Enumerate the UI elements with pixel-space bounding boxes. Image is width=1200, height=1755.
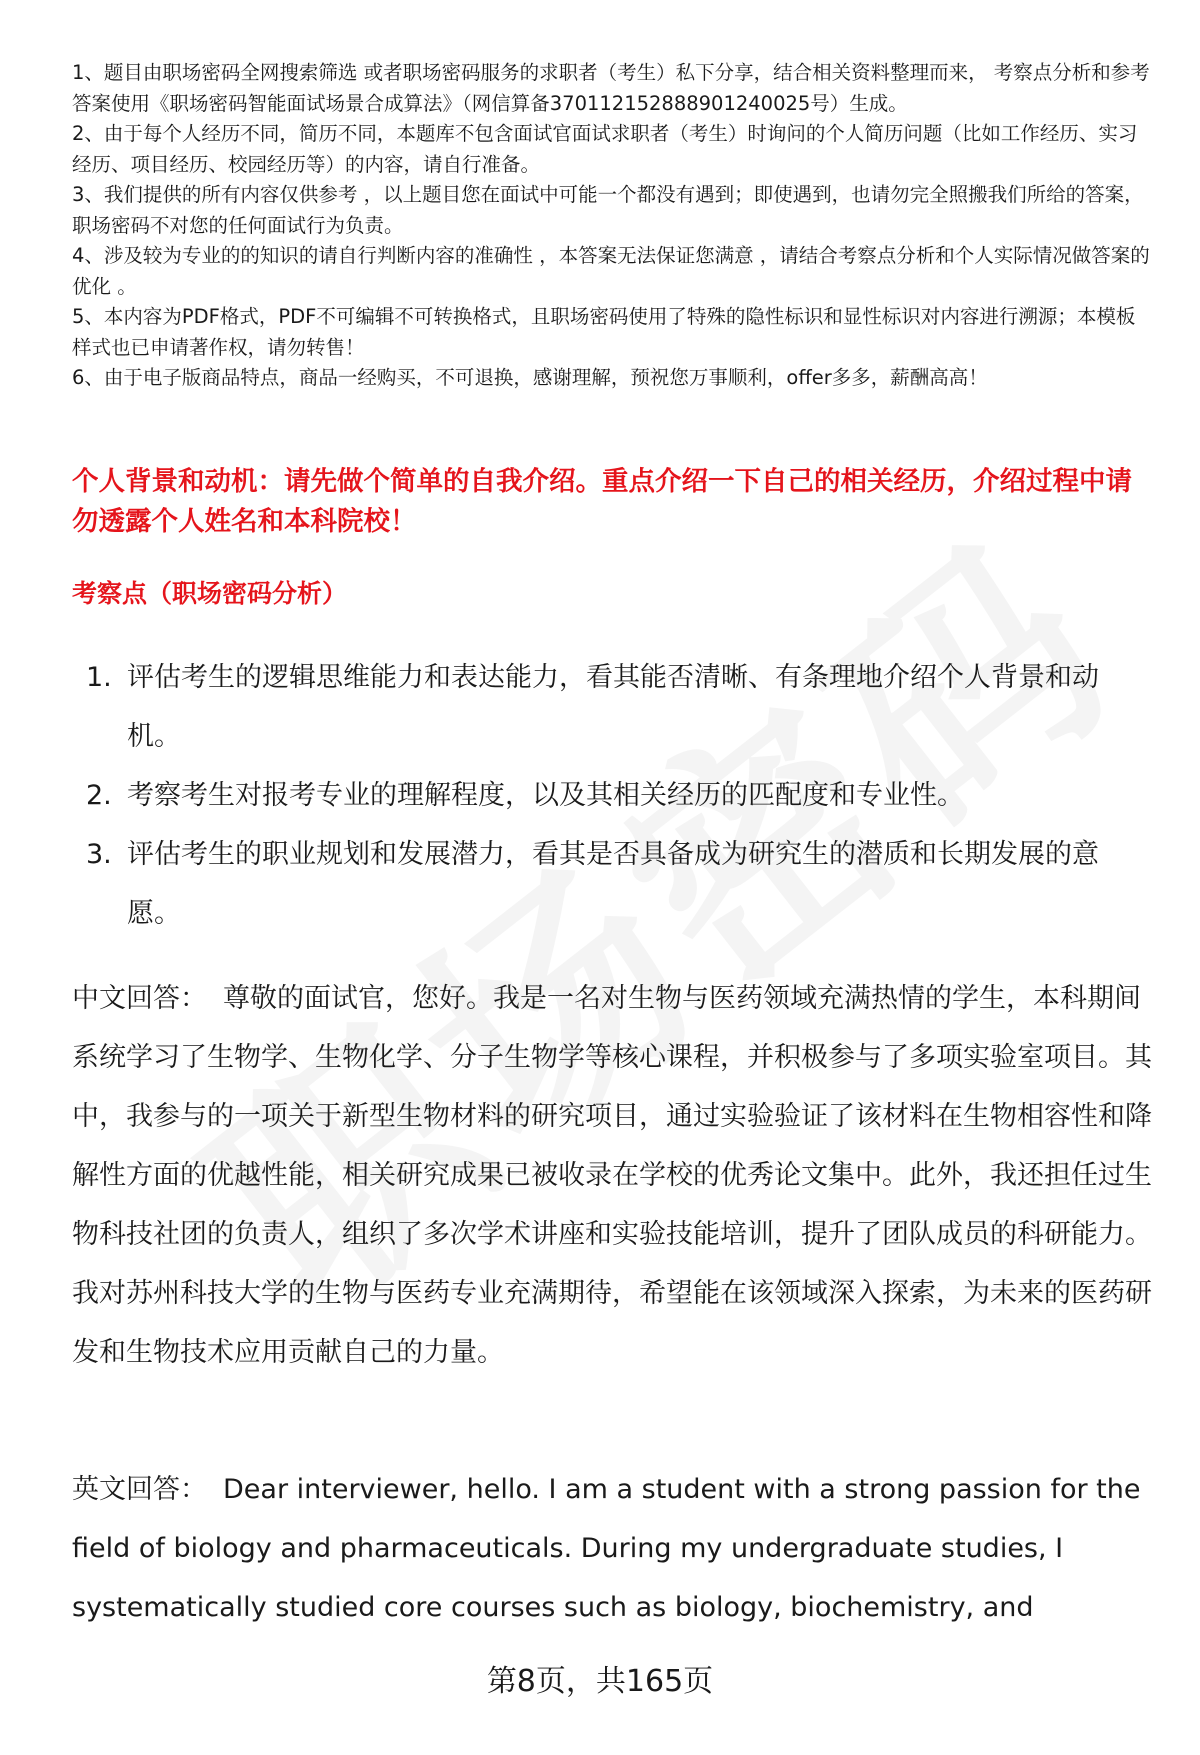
disclaimer-item: 5、本内容为PDF格式，PDF不可编辑不可转换格式，且职场密码使用了特殊的隐性标识和显性标识对内容进行溯源；本模板样式也已申请著作权，请勿转售！ — [72, 305, 1136, 359]
key-point-number: 1. — [86, 662, 112, 693]
english-answer-text: Dear interviewer, hello. I am a student with a strong passion for the field of biology and pharmaceuticals. During my undergraduate studies, I systematically studied core courses such as biology, biochemistry, and — [72, 1474, 1141, 1623]
key-point-number: 3. — [86, 839, 112, 870]
key-points-title: 考察点（职场密码分析） — [72, 579, 348, 608]
key-points-list — [72, 648, 1152, 943]
disclaimer-notes — [72, 58, 1152, 394]
key-point-text: 评估考生的职业规划和发展潜力，看其是否具备成为研究生的潜质和长期发展的意愿。 — [127, 839, 1099, 929]
disclaimer-item: 6、由于电子版商品特点，商品一经购买，不可退换，感谢理解，预祝您万事顺利，offer多多，薪酬高高！ — [72, 366, 988, 389]
page-number: 第8页，共165页 — [486, 1664, 714, 1699]
key-point-number: 2. — [86, 780, 112, 811]
english-answer-label: 英文回答： — [72, 1474, 207, 1505]
disclaimer-item: 4、涉及较为专业的的知识的请自行判断内容的准确性 ，本答案无法保证您满意 ，请结合考察点分析和个人实际情况做答案的优化 。 — [72, 244, 1150, 298]
chinese-answer-label: 中文回答： — [72, 983, 207, 1014]
key-point-text: 考察考生对报考专业的理解程度，以及其相关经历的匹配度和专业性。 — [127, 780, 964, 811]
interview-question: 个人背景和动机：请先做个简单的自我介绍。重点介绍一下自己的相关经历，介绍过程中请勿透露个人姓名和本科院校！ — [72, 466, 1132, 537]
key-point-item — [72, 825, 1152, 943]
english-answer — [72, 1460, 1152, 1637]
chinese-answer-text: 尊敬的面试官，您好。我是一名对生物与医药领域充满热情的学生，本科期间系统学习了生物学、生物化学、分子生物学等核心课程，并积极参与了多项实验室项目。其中，我参与的一项关于新型生物材料的研究项目，通过实验验证了该材料在生物相容性和降解性方面的优越性能，相关研究成果已被收录在学校的优秀论文集中。此外，我还担任过生物科技社团的负责人，组织了多次学术讲座和实验技能培训，提升了团队成员的科研能力。我对苏州科技大学的生物与医药专业充满期待，希望能在该领域深入探索，为未来的医药研发和生物技术应用贡献自己的力量。 — [72, 983, 1152, 1368]
key-point-item — [72, 648, 1152, 766]
disclaimer-item: 3、我们提供的所有内容仅供参考 ，以上题目您在面试中可能一个都没有遇到；即使遇到，也请勿完全照搬我们所给的答案，职场密码不对您的任何面试行为负责。 — [72, 183, 1144, 237]
disclaimer-item: 1、题目由职场密码全网搜索筛选 或者职场密码服务的求职者（考生）私下分享，结合相关资料整理而来， 考察点分析和参考答案使用《职场密码智能面试场景合成算法》（网信算备370112152888901240025号）生成。 — [72, 61, 1150, 115]
chinese-answer — [72, 969, 1152, 1382]
key-point-item — [72, 766, 1152, 825]
key-point-text: 评估考生的逻辑思维能力和表达能力，看其能否清晰、有条理地介绍个人背景和动机。 — [127, 662, 1099, 752]
disclaimer-item: 2、由于每个人经历不同，简历不同，本题库不包含面试官面试求职者（考生）时询问的个人简历问题（比如工作经历、实习经历、项目经历、校园经历等）的内容，请自行准备。 — [72, 122, 1138, 176]
